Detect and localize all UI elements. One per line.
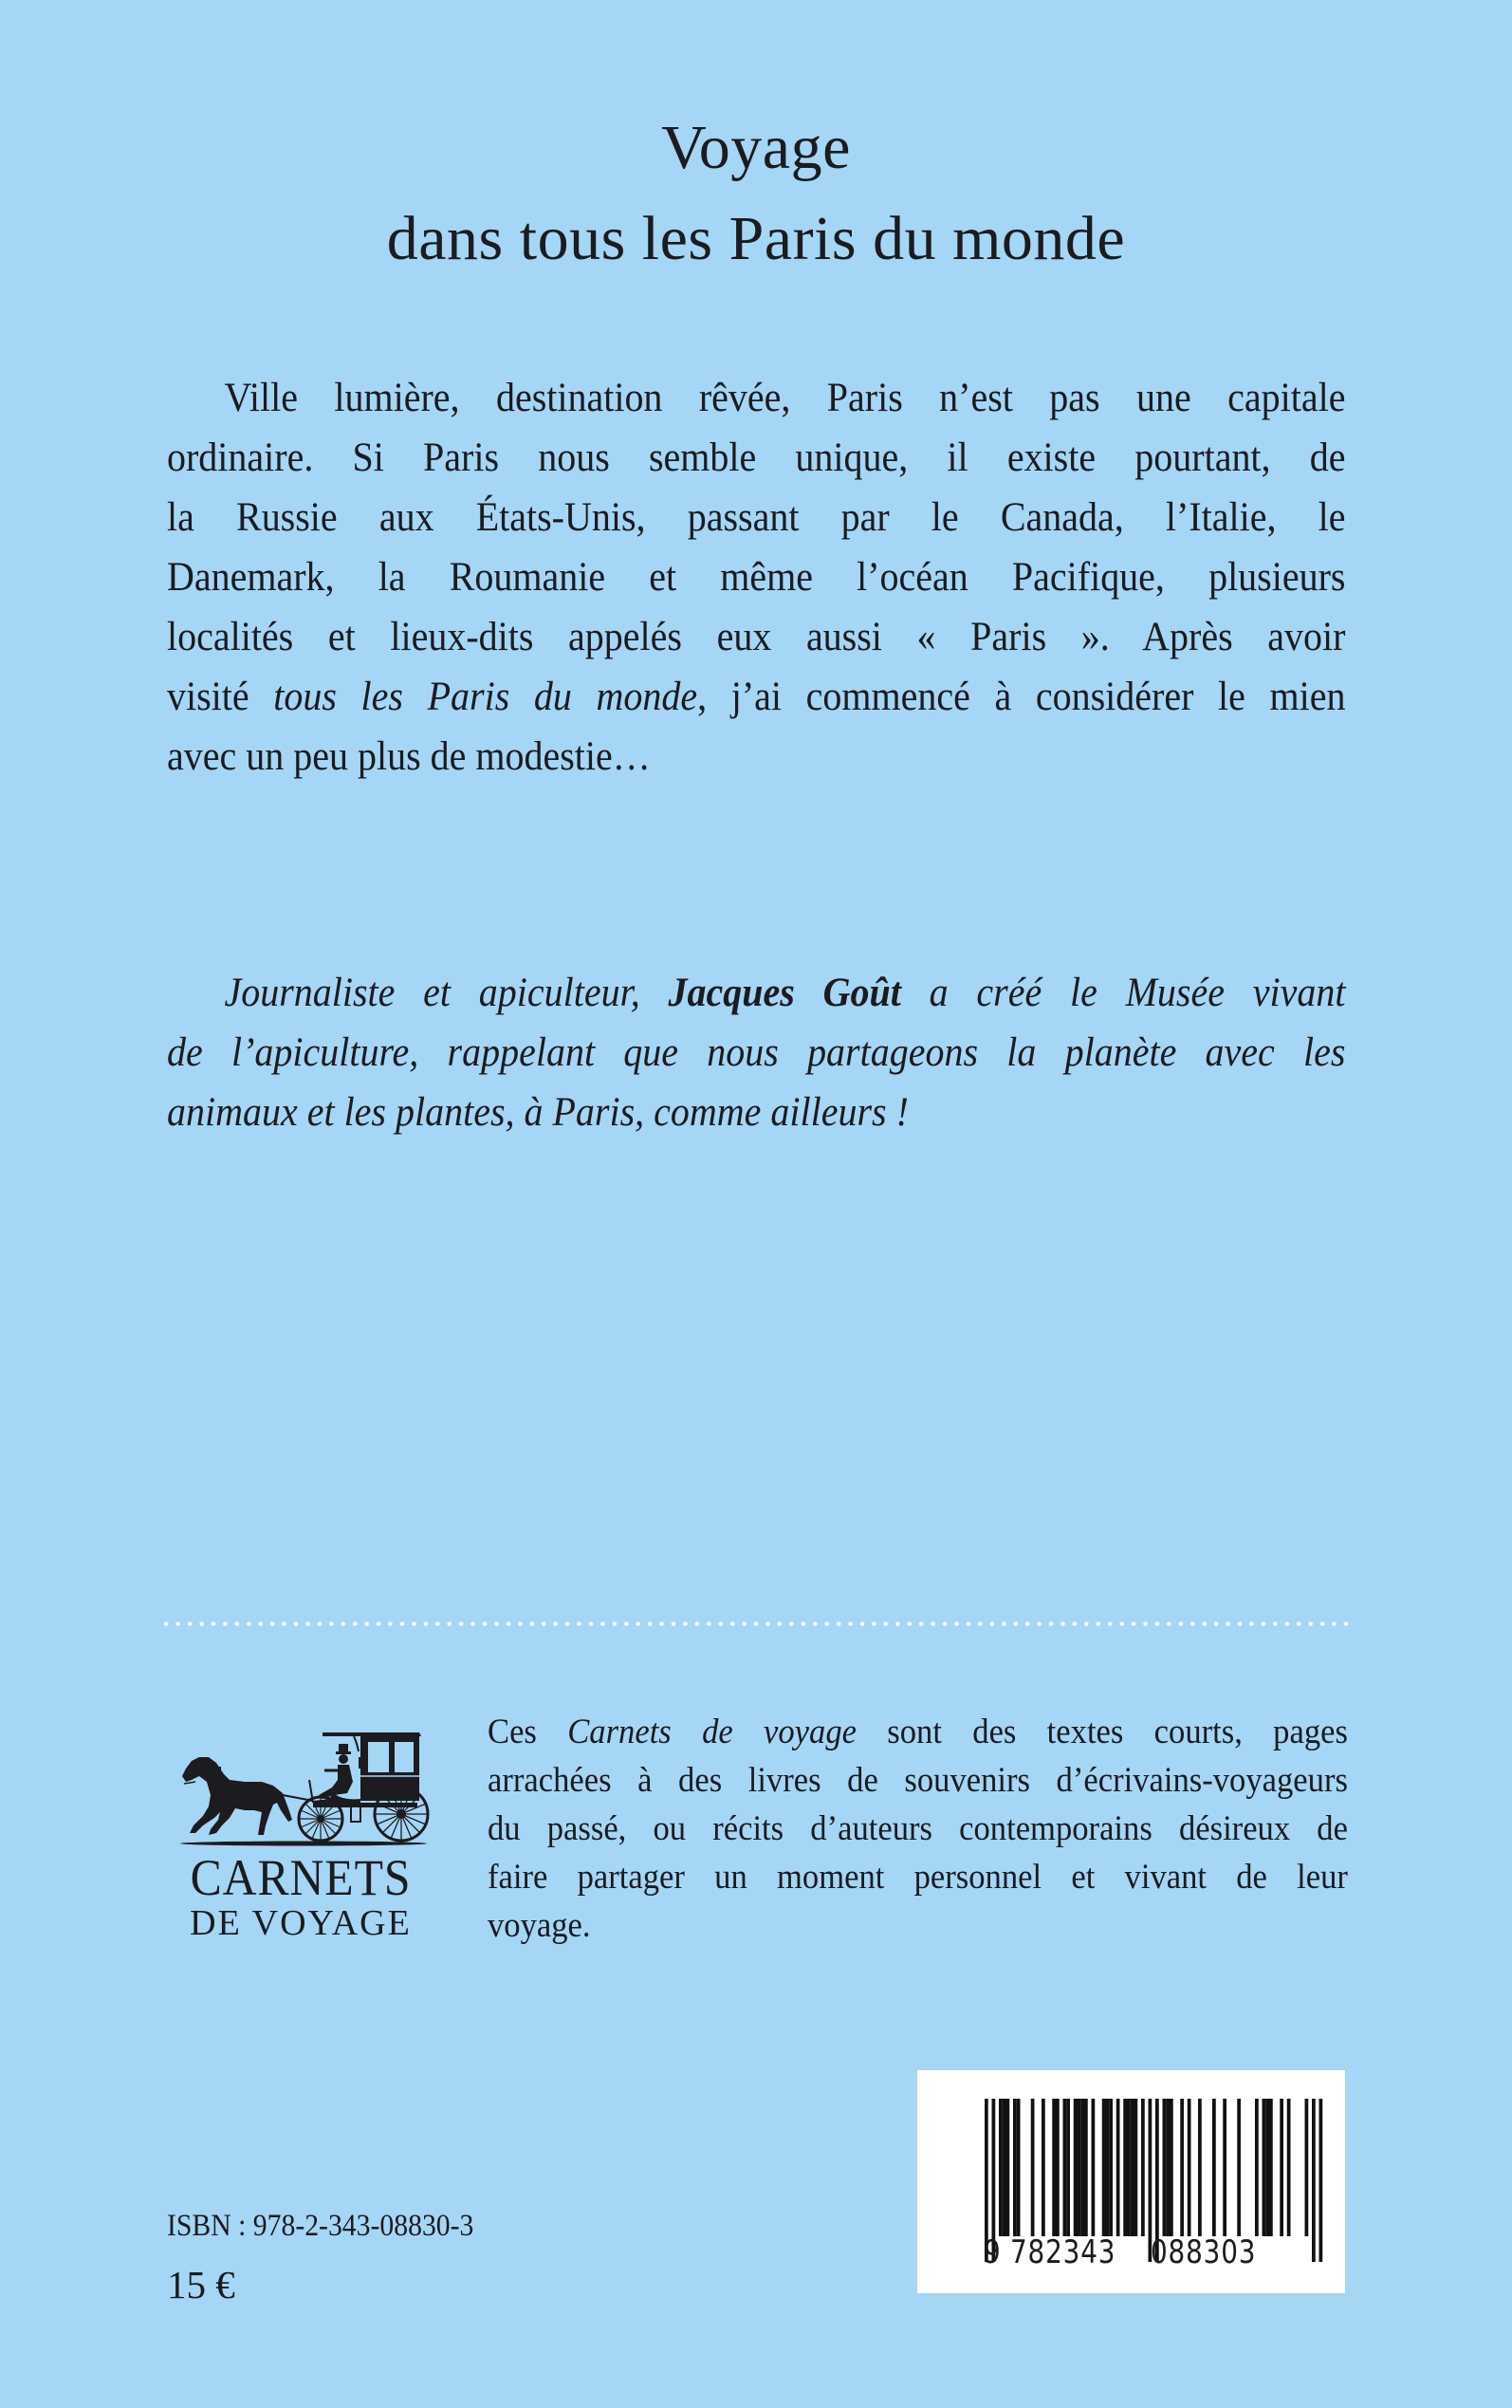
- description-text: sont des textes courts, pages: [856, 1713, 1348, 1751]
- isbn-label: ISBN : 978-2-343-08830-3: [167, 2209, 474, 2243]
- book-title-line-2: dans tous les Paris du monde: [386, 204, 1126, 273]
- collection-name-italic: Carnets de voyage: [567, 1713, 857, 1751]
- summary-italic-title: tous les Paris du monde: [273, 675, 698, 719]
- dotted-separator: [160, 1621, 1352, 1626]
- book-title: [0, 102, 1512, 285]
- summary-line: la Russie aux États-Unis, passant par le Canada, l’Italie, le: [167, 495, 1346, 540]
- description-line: faire partager un moment personnel et vivant de leur: [488, 1858, 1348, 1897]
- author-name: Jacques Goût: [668, 971, 901, 1015]
- barcode-digits-right: 088303: [1151, 2233, 1257, 2271]
- bio-line: de l’apiculture, rappelant que nous partageons la planète avec les: [167, 1030, 1346, 1075]
- summary-line: ordinaire. Si Paris nous semble unique, il existe pourtant, de: [167, 435, 1346, 480]
- barcode-digits: [917, 2233, 1345, 2271]
- description-text: Ces: [488, 1713, 568, 1751]
- summary-line: localités et lieux-dits appelés eux aussi « Paris ». Après avoir: [167, 615, 1346, 659]
- collection-description: [488, 1708, 1348, 1950]
- summary-text: , j’ai commencé à considérer le mien: [697, 675, 1346, 719]
- barcode: [917, 2070, 1345, 2293]
- bio-line: [167, 963, 1345, 1023]
- bio-text: Journaliste et apiculteur,: [224, 971, 669, 1015]
- price-label: 15 €: [167, 2263, 235, 2306]
- horse-carriage-icon: [171, 1727, 436, 1850]
- description-line: du passé, ou récits d’auteurs contemporains désireux de: [488, 1809, 1348, 1848]
- summary-line: [167, 667, 1345, 727]
- bio-text: a créé le Musée vivant: [900, 971, 1346, 1015]
- bio-line: animaux et les plantes, à Paris, comme ailleurs !: [167, 1090, 909, 1135]
- barcode-digit-first: 9: [984, 2233, 1002, 2271]
- author-bio-paragraph: [167, 963, 1345, 1142]
- collection-logo-subname: DE VOYAGE: [190, 1903, 412, 1943]
- description-line: voyage.: [488, 1906, 591, 1945]
- summary-paragraph: [167, 368, 1345, 787]
- book-title-line-1: Voyage: [661, 113, 851, 182]
- summary-line: Danemark, la Roumanie et même l’océan Pacifique, plusieurs: [167, 555, 1346, 600]
- description-line: [488, 1708, 1348, 1756]
- summary-line: Ville lumière, destination rêvée, Paris n’est pas une capitale: [224, 376, 1346, 420]
- summary-line: avec un peu plus de modestie…: [167, 734, 651, 779]
- barcode-digits-left: 782343: [1010, 2233, 1116, 2271]
- summary-text: visité: [167, 675, 274, 719]
- description-line: arrachées à des livres de souvenirs d’écrivains-voyageurs: [488, 1761, 1348, 1800]
- collection-logo-name: CARNETS: [190, 1849, 412, 1906]
